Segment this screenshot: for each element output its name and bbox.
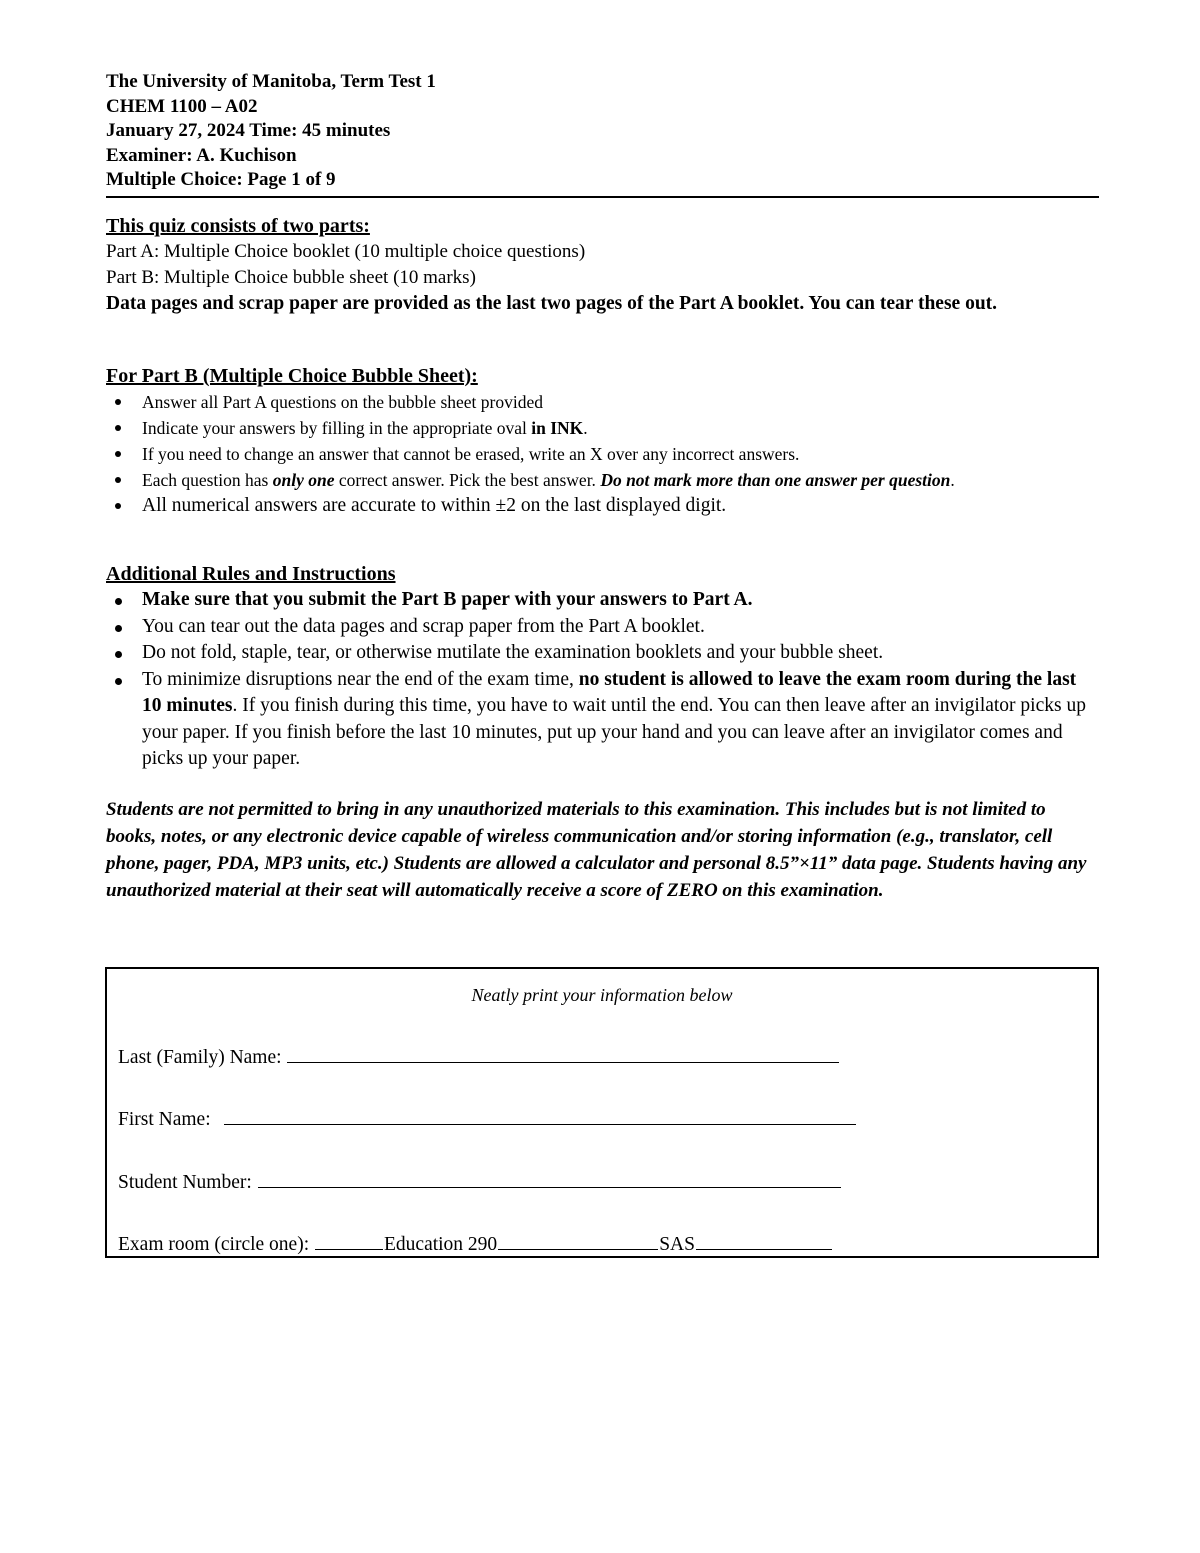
info-box-caption: Neatly print your information below [471, 985, 733, 1005]
examiner-line: Examiner: A. Kuchison [106, 144, 297, 166]
list-item: You can tear out the data pages and scrap paper from the Part A booklet. [106, 614, 1099, 641]
last-name-field[interactable] [118, 1044, 840, 1069]
page-number-line: Multiple Choice: Page 1 of 9 [106, 169, 336, 190]
list-item: Do not fold, staple, tear, or otherwise mutilate the examination booklets and your bubble sheet. [106, 640, 1099, 667]
list-item: Make sure that you submit the Part B paper with your answers to Part A. [106, 587, 1099, 614]
student-number-blank[interactable] [258, 1169, 841, 1188]
first-name-field[interactable] [118, 1106, 857, 1131]
room-option-sas[interactable]: SAS [659, 1234, 695, 1255]
exam-room-field [118, 1231, 833, 1256]
rules-list [106, 587, 1099, 773]
exam-room-blank [315, 1231, 383, 1250]
part-b-list [106, 389, 1099, 519]
intro-section [106, 213, 1099, 317]
student-number-field[interactable] [118, 1169, 842, 1194]
list-item: Each question has only one correct answer. Pick the best answer. Do not mark more than one answer per question. [106, 467, 1099, 493]
exam-room-label: Exam room (circle one): [118, 1234, 310, 1255]
exam-room-blank [498, 1231, 658, 1250]
exam-header [106, 70, 1099, 198]
unauthorized-materials-warning: Students are not permitted to bring in any unauthorized materials to this examination. This includes but is not limited to books, notes, or any electronic device capable of wireless communication and/or storing information (e.g., translator, cell phone, pager, PDA, MP3 units, etc.) Students are allowed a calculator and personal 8.5”×11” data page. Students having any unauthorized material at their seat will automatically receive a score of ZERO on this examination. [106, 799, 1087, 901]
last-name-label: Last (Family) Name: [118, 1047, 282, 1068]
part-b-section [106, 363, 1099, 519]
student-info-box [105, 967, 1099, 1258]
course-line: CHEM 1100 – A02 [106, 95, 258, 117]
list-item: To minimize disruptions near the end of the exam time, no student is allowed to leave the exam room during the last 10 minutes. If you finish during this time, you have to wait until the end. You can then leave after an invigilator picks up your paper. If you finish before the last 10 minutes, put up your hand and you can leave after an invigilator comes and picks up your paper. [106, 667, 1099, 773]
part-b-heading: For Part B (Multiple Choice Bubble Sheet): [106, 365, 478, 387]
date-time-line: January 27, 2024 Time: 45 minutes [106, 120, 391, 141]
exam-room-blank [696, 1231, 832, 1250]
list-item: Indicate your answers by filling in the appropriate oval in INK. [106, 415, 1099, 441]
list-item: If you need to change an answer that cannot be erased, write an X over any incorrect answers. [106, 441, 1099, 467]
intro-heading: This quiz consists of two parts: [106, 215, 370, 237]
student-number-label: Student Number: [118, 1172, 252, 1193]
last-name-blank[interactable] [287, 1044, 839, 1063]
university-line: The University of Manitoba, Term Test 1 [106, 71, 436, 92]
room-option-education[interactable]: Education 290 [384, 1234, 498, 1255]
part-a-description: Part A: Multiple Choice booklet (10 multiple choice questions) [106, 241, 586, 262]
data-pages-note: Data pages and scrap paper are provided as the last two pages of the Part A booklet. You can tear these out. [106, 293, 998, 314]
first-name-label: First Name: [118, 1109, 211, 1130]
rules-section [106, 561, 1099, 773]
list-item: Answer all Part A questions on the bubble sheet provided [106, 389, 1099, 415]
list-item: All numerical answers are accurate to within ±2 on the last displayed digit. [106, 493, 1099, 519]
rules-heading: Additional Rules and Instructions [106, 563, 396, 585]
first-name-blank[interactable] [224, 1106, 856, 1125]
part-b-description: Part B: Multiple Choice bubble sheet (10 marks) [106, 267, 476, 288]
